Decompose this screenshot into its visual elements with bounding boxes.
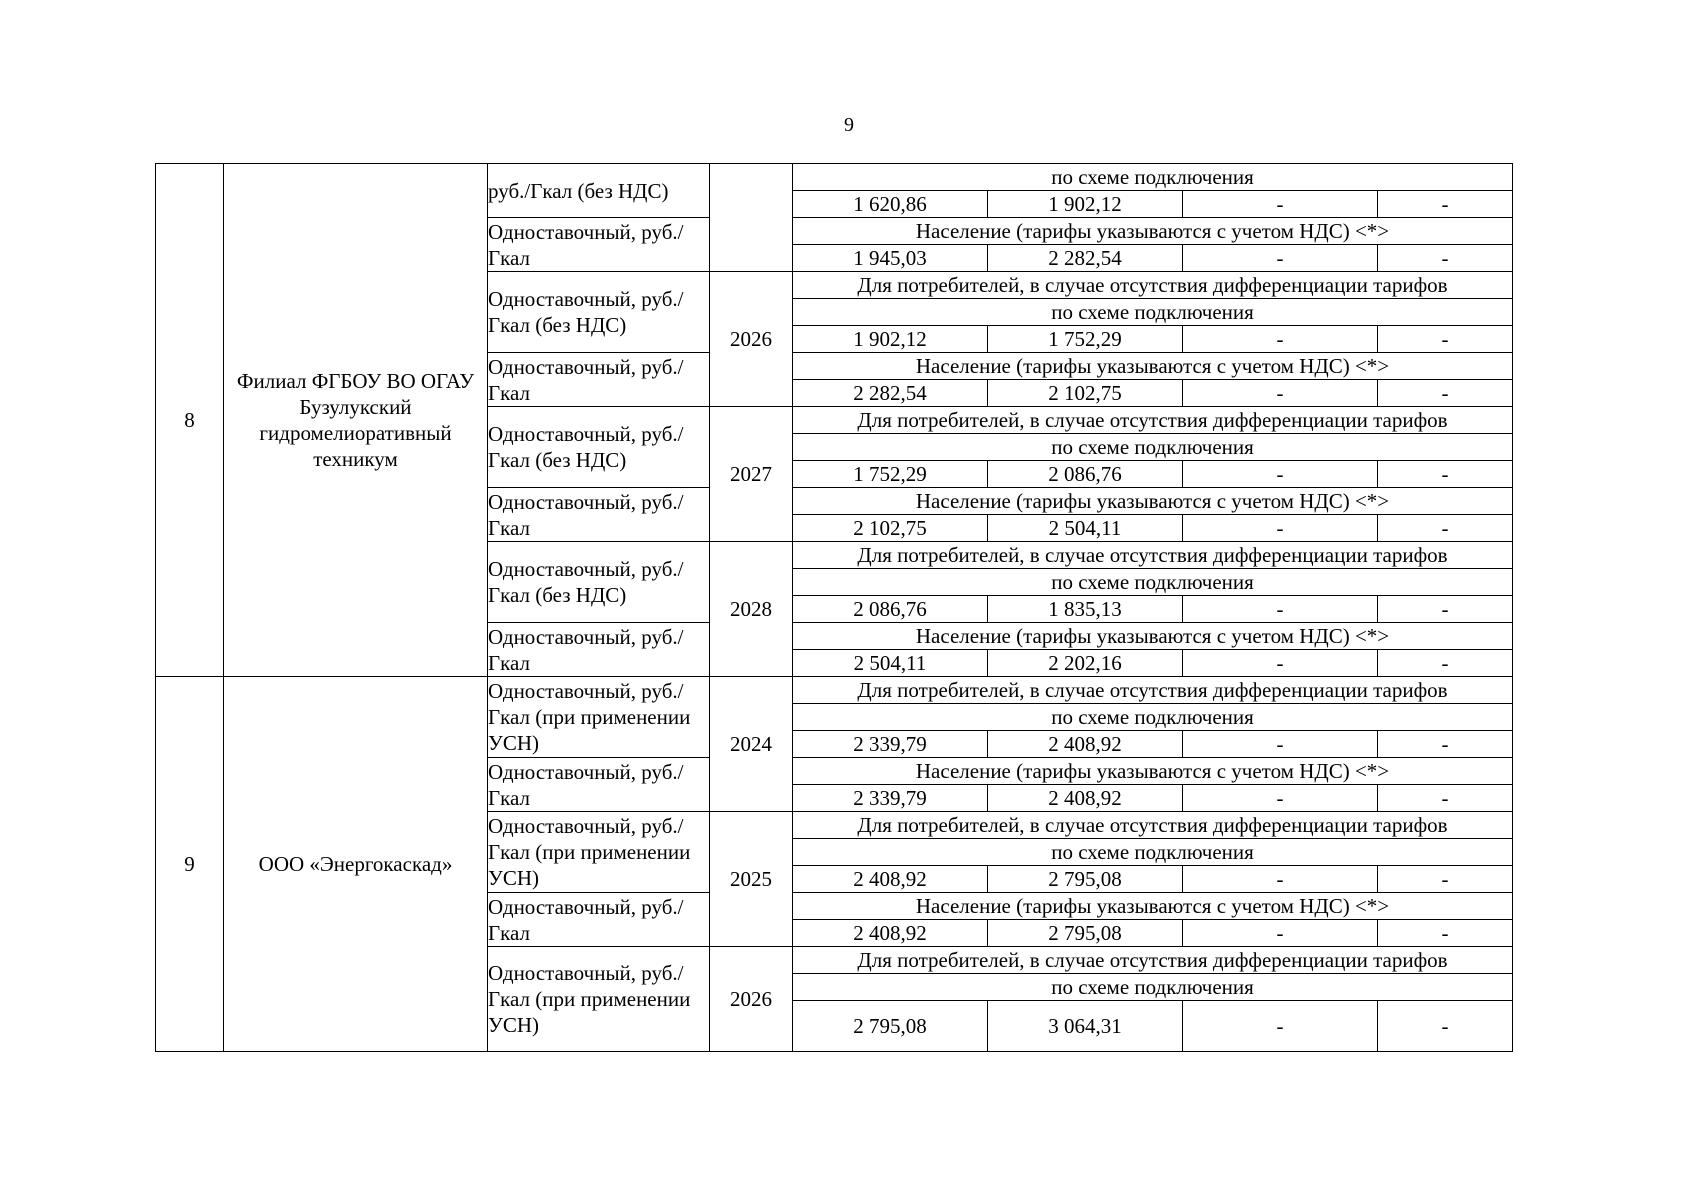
consumer-category-header: по схеме подключения [793, 569, 1513, 596]
consumer-category-header: Для потребителей, в случае отсутствия дифференциации тарифов [793, 407, 1513, 434]
tariff-dash: - [1378, 650, 1513, 677]
tariff-value: 2 086,76 [988, 461, 1183, 488]
page-number: 9 [844, 114, 854, 136]
consumer-category-header: Население (тарифы указываются с учетом НДС) <*> [793, 893, 1513, 920]
tariff-value: 2 795,08 [988, 920, 1183, 947]
rate-type: Одноставочный, руб./Гкал [488, 623, 710, 677]
tariff-dash: - [1183, 191, 1378, 218]
table-row [156, 164, 1513, 191]
tariff-value: 1 752,29 [793, 461, 988, 488]
tariff-dash: - [1378, 380, 1513, 407]
year-cell: 2026 [710, 947, 793, 1052]
rate-type: Одноставочный, руб./Гкал [488, 758, 710, 812]
consumer-category-header: Население (тарифы указываются с учетом НДС) <*> [793, 218, 1513, 245]
year-cell [710, 164, 793, 272]
consumer-category-header: по схеме подключения [793, 704, 1513, 731]
tariff-value: 2 408,92 [793, 920, 988, 947]
rate-type: Одноставочный, руб./Гкал [488, 893, 710, 947]
tariff-dash: - [1183, 461, 1378, 488]
tariff-table [155, 163, 1513, 1052]
tariff-value: 2 086,76 [793, 596, 988, 623]
rate-type: Одноставочный, руб./Гкал [488, 353, 710, 407]
tariff-dash: - [1378, 866, 1513, 893]
tariff-value: 1 902,12 [793, 326, 988, 353]
tariff-value: 2 282,54 [988, 245, 1183, 272]
consumer-category-header: Население (тарифы указываются с учетом НДС) <*> [793, 623, 1513, 650]
tariff-dash: - [1378, 326, 1513, 353]
tariff-dash: - [1378, 245, 1513, 272]
consumer-category-header: по схеме подключения [793, 839, 1513, 866]
rate-type: Одноставочный, руб./Гкал (без НДС) [488, 272, 710, 353]
tariff-value: 2 408,92 [793, 866, 988, 893]
tariff-dash: - [1183, 866, 1378, 893]
rate-type: Одноставочный, руб./Гкал (при применении УСН) [488, 677, 710, 758]
tariff-value: 2 339,79 [793, 731, 988, 758]
tariff-dash: - [1183, 731, 1378, 758]
tariff-dash: - [1378, 785, 1513, 812]
year-cell: 2025 [710, 812, 793, 947]
tariff-dash: - [1183, 245, 1378, 272]
tariff-dash: - [1378, 596, 1513, 623]
tariff-value: 2 504,11 [793, 650, 988, 677]
consumer-category-header: по схеме подключения [793, 299, 1513, 326]
tariff-dash: - [1378, 920, 1513, 947]
consumer-category-header: Для потребителей, в случае отсутствия дифференциации тарифов [793, 947, 1513, 974]
rate-type: Одноставочный, руб./Гкал [488, 218, 710, 272]
tariff-value: 1 902,12 [988, 191, 1183, 218]
consumer-category-header: по схеме подключения [793, 434, 1513, 461]
year-cell: 2028 [710, 542, 793, 677]
tariff-dash: - [1183, 596, 1378, 623]
organization-name: ООО «Энергокаскад» [224, 677, 488, 1052]
tariff-dash: - [1378, 515, 1513, 542]
year-cell: 2026 [710, 272, 793, 407]
tariff-dash: - [1183, 515, 1378, 542]
tariff-dash: - [1183, 785, 1378, 812]
rate-type: руб./Гкал (без НДС) [488, 164, 710, 218]
tariff-value: 1 945,03 [793, 245, 988, 272]
consumer-category-header: Для потребителей, в случае отсутствия дифференциации тарифов [793, 542, 1513, 569]
tariff-dash: - [1378, 191, 1513, 218]
tariff-value: 2 282,54 [793, 380, 988, 407]
tariff-value: 2 339,79 [793, 785, 988, 812]
tariff-value: 2 408,92 [988, 731, 1183, 758]
tariff-value: 1 752,29 [988, 326, 1183, 353]
tariff-dash: - [1183, 650, 1378, 677]
tariff-value: 2 102,75 [793, 515, 988, 542]
rate-type: Одноставочный, руб./Гкал (при применении УСН) [488, 947, 710, 1052]
consumer-category-header: Население (тарифы указываются с учетом НДС) <*> [793, 758, 1513, 785]
table-row [156, 677, 1513, 704]
tariff-value: 2 795,08 [988, 866, 1183, 893]
rate-type: Одноставочный, руб./Гкал (при применении УСН) [488, 812, 710, 893]
year-cell: 2024 [710, 677, 793, 812]
row-number: 9 [156, 677, 224, 1052]
consumer-category-header: Население (тарифы указываются с учетом НДС) <*> [793, 353, 1513, 380]
rate-type: Одноставочный, руб./Гкал (без НДС) [488, 407, 710, 488]
tariff-dash: - [1183, 326, 1378, 353]
year-cell: 2027 [710, 407, 793, 542]
tariff-value: 2 504,11 [988, 515, 1183, 542]
consumer-category-header: Для потребителей, в случае отсутствия дифференциации тарифов [793, 677, 1513, 704]
tariff-value: 2 408,92 [988, 785, 1183, 812]
rate-type: Одноставочный, руб./Гкал (без НДС) [488, 542, 710, 623]
tariff-dash: - [1378, 731, 1513, 758]
tariff-value: 2 102,75 [988, 380, 1183, 407]
tariff-value: 2 795,08 [793, 1001, 988, 1052]
consumer-category-header: Население (тарифы указываются с учетом НДС) <*> [793, 488, 1513, 515]
tariff-value: 1 835,13 [988, 596, 1183, 623]
consumer-category-header: Для потребителей, в случае отсутствия дифференциации тарифов [793, 812, 1513, 839]
tariff-value: 3 064,31 [988, 1001, 1183, 1052]
consumer-category-header: по схеме подключения [793, 164, 1513, 191]
tariff-dash: - [1378, 1001, 1513, 1052]
tariff-dash: - [1378, 461, 1513, 488]
tariff-dash: - [1183, 1001, 1378, 1052]
tariff-dash: - [1183, 920, 1378, 947]
tariff-dash: - [1183, 380, 1378, 407]
organization-name: Филиал ФГБОУ ВО ОГАУ Бузулукский гидромелиоративный техникум [224, 164, 488, 677]
tariff-value: 1 620,86 [793, 191, 988, 218]
rate-type: Одноставочный, руб./Гкал [488, 488, 710, 542]
consumer-category-header: Для потребителей, в случае отсутствия дифференциации тарифов [793, 272, 1513, 299]
row-number: 8 [156, 164, 224, 677]
tariff-value: 2 202,16 [988, 650, 1183, 677]
consumer-category-header: по схеме подключения [793, 974, 1513, 1001]
